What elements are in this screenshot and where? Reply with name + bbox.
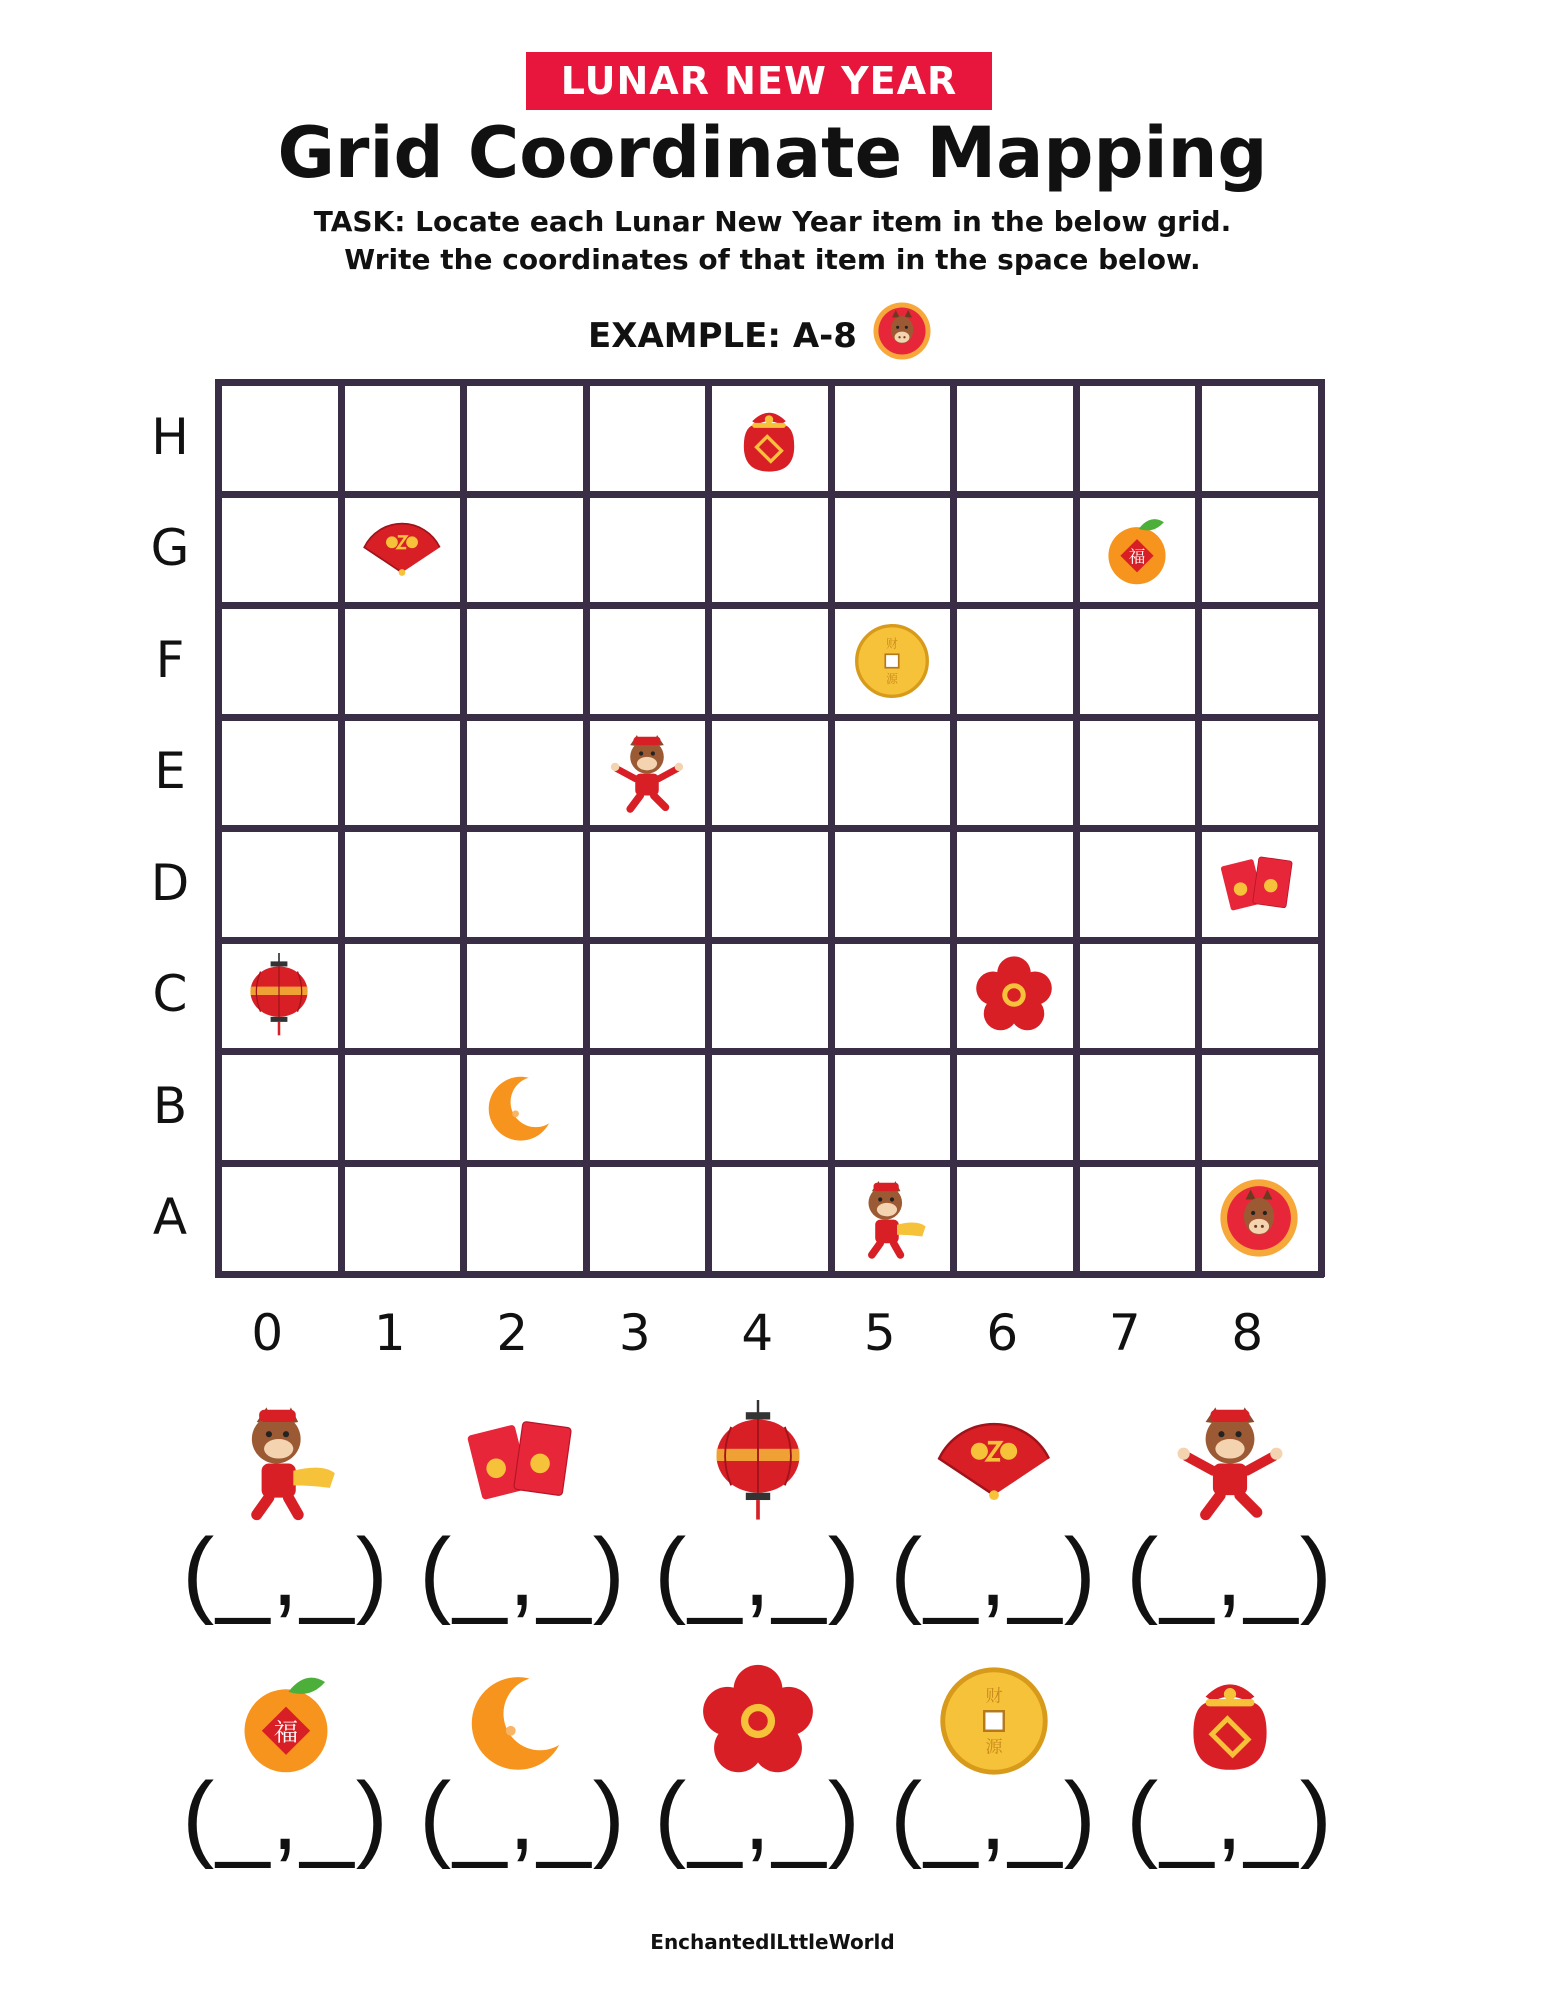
grid-horizontal-line (215, 937, 1324, 944)
grid-horizontal-line (215, 1048, 1324, 1055)
answer-blank[interactable]: (_,_) (419, 1519, 627, 1626)
page-title: Grid Coordinate Mapping (277, 112, 1268, 194)
answer-blank[interactable]: (_,_) (654, 1763, 862, 1870)
footer-credit: EnchantedlLttleWorld (650, 1930, 895, 1954)
dancing-horse-icon (1169, 1400, 1291, 1526)
column-label-2: 2 (496, 1304, 529, 1362)
row-label-d: D (150, 853, 190, 912)
answer-blank[interactable]: (_,_) (419, 1763, 627, 1870)
svg-text:源: 源 (885, 671, 898, 686)
answer-blank[interactable]: (_,_) (182, 1763, 390, 1870)
banner: LUNAR NEW YEAR (526, 52, 992, 110)
grid-horizontal-line (215, 714, 1324, 721)
plum-flower-icon (972, 953, 1056, 1041)
grid-horizontal-line (215, 379, 1324, 386)
grid-horizontal-line (215, 825, 1324, 832)
answer-blank[interactable]: (_,_) (1126, 1519, 1334, 1626)
row-label-a: A (152, 1188, 188, 1247)
red-envelopes-icon (1217, 842, 1301, 930)
grid-horizontal-line (215, 1271, 1324, 1278)
grid-horizontal-line (215, 602, 1324, 609)
fan-icon (360, 507, 444, 595)
svg-text:财: 财 (985, 1686, 1003, 1707)
gold-coin-icon (850, 619, 934, 707)
row-label-g: G (150, 519, 190, 578)
fan-icon (933, 1400, 1055, 1526)
row-label-f: F (155, 630, 185, 689)
tangerine-icon (1095, 507, 1179, 595)
svg-text:源: 源 (985, 1737, 1003, 1758)
example (588, 300, 933, 371)
column-label-5: 5 (863, 1304, 896, 1362)
row-label-b: B (152, 1076, 188, 1135)
svg-text:福: 福 (1128, 546, 1146, 567)
lantern-icon (697, 1400, 819, 1526)
svg-text:财: 财 (885, 636, 898, 651)
dancing-horse-icon (605, 730, 689, 818)
grid-horizontal-line (215, 1160, 1324, 1167)
lucky-bag-icon (727, 396, 811, 484)
row-label-h: H (151, 407, 189, 466)
horse-with-gold-icon (850, 1176, 934, 1264)
svg-text:福: 福 (273, 1717, 299, 1747)
answer-blank[interactable]: (_,_) (1126, 1763, 1334, 1870)
column-label-1: 1 (373, 1304, 406, 1362)
column-label-3: 3 (618, 1304, 651, 1362)
task-line-1: TASK: Locate each Lunar New Year item in the below grid. (313, 205, 1232, 238)
horse-with-gold-icon (225, 1400, 347, 1526)
task-line-2: Write the coordinates of that item in the space below. (344, 243, 1201, 276)
horse-badge-icon (871, 300, 933, 371)
column-label-8: 8 (1231, 1304, 1264, 1362)
answer-blank[interactable]: (_,_) (890, 1519, 1098, 1626)
column-label-7: 7 (1108, 1304, 1141, 1362)
red-envelopes-icon (462, 1400, 584, 1526)
column-label-0: 0 (251, 1304, 284, 1362)
column-label-4: 4 (741, 1304, 774, 1362)
grid-horizontal-line (215, 491, 1324, 498)
row-label-c: C (152, 965, 188, 1024)
answer-blank[interactable]: (_,_) (182, 1519, 390, 1626)
lantern-icon (237, 953, 321, 1041)
answer-blank[interactable]: (_,_) (654, 1519, 862, 1626)
moon-icon (482, 1065, 566, 1153)
row-label-e: E (154, 742, 186, 801)
example-label: EXAMPLE: A-8 (588, 315, 857, 356)
answer-blank[interactable]: (_,_) (890, 1763, 1098, 1870)
column-label-6: 6 (986, 1304, 1019, 1362)
horse-badge-icon (1217, 1176, 1301, 1264)
